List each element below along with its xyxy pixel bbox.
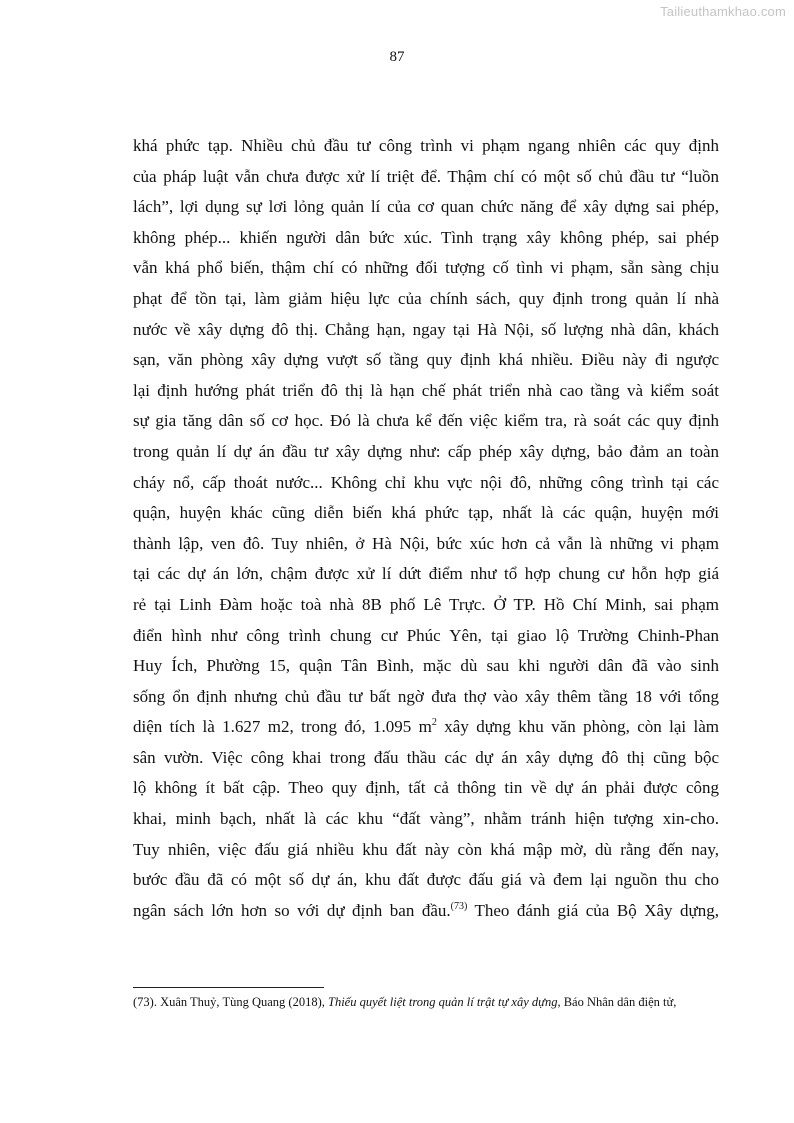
- footnote-suffix: , Báo Nhân dân điện tử,: [557, 995, 677, 1009]
- body-paragraph: [133, 131, 719, 926]
- last-line-after: Theo đánh giá của Bộ Xây dựng,: [467, 900, 719, 920]
- text-line: vẫn khá phổ biến, thậm chí có những đối tượng cố tình vi phạm, sẵn sàng chịu: [133, 258, 719, 278]
- text-line: thành lập, ven đô. Tuy nhiên, ở Hà Nội, bức xúc hơn cả vẫn là những vi phạm: [133, 533, 719, 553]
- area-text-before: diện tích là 1.627 m2, trong đó, 1.095 m: [133, 717, 432, 737]
- text-line: quận, huyện khác cũng diễn biến khá phức tạp, nhất là các quận, huyện mới: [133, 503, 719, 523]
- text-line: Huy Ích, Phường 15, quận Tân Bình, mặc dù sau khi người dân đã vào sinh: [133, 656, 719, 676]
- text-line: sân vườn. Việc công khai trong đấu thầu các dự án xây dựng đô thị cũng bộc: [133, 747, 719, 767]
- text-line-footnote-ref: [133, 896, 719, 927]
- text-line: sự gia tăng dân số cơ học. Đó là chưa kể đến việc kiểm tra, rà soát các quy định: [133, 411, 719, 431]
- text-line: lách”, lợi dụng sự lơi lỏng quản lí của cơ quan chức năng để xây dựng sai phép,: [133, 197, 719, 217]
- text-line: sống ổn định nhưng chủ đầu tư bất ngờ đưa thợ vào xây thêm tầng 18 với tổng: [133, 686, 719, 706]
- text-line: Tuy nhiên, việc đấu giá nhiều khu đất này còn khá mập mờ, dù rằng đến nay,: [133, 839, 719, 859]
- watermark: Tailieuthamkhao.com: [660, 4, 786, 19]
- text-line: khá phức tạp. Nhiều chủ đầu tư công trình vi phạm ngang nhiên các quy định: [133, 136, 719, 155]
- text-line: phạt để tồn tại, làm giảm hiệu lực của chính sách, quy định trong quản lí nhà: [133, 288, 719, 308]
- text-line: điển hình như công trình chung cư Phúc Yên, tại giao lộ Trường Chinh-Phan: [133, 625, 719, 645]
- footnote-title: Thiếu quyết liệt trong quản lí trật tự xây dựng: [328, 995, 558, 1009]
- footnote: [133, 995, 733, 1010]
- text-line: lại định hướng phát triển đô thị là hạn chế phát triển nhà cao tầng và kiểm soát: [133, 380, 719, 400]
- last-line-before: ngân sách lớn hơn so với dự định ban đầu.: [133, 900, 451, 920]
- text-line: bước đầu đã có một số dự án, khu đất được đấu giá và đem lại nguồn thu cho: [133, 870, 719, 890]
- text-line: sạn, văn phòng xây dựng vượt số tầng quy định khá nhiều. Điều này đi ngược: [133, 350, 719, 370]
- superscript-squared: 2: [431, 717, 437, 729]
- text-line: rẻ tại Linh Đàm hoặc toà nhà 8B phố Lê Trực. Ở TP. Hồ Chí Minh, sai phạm: [133, 594, 719, 614]
- footnote-reference[interactable]: (73): [450, 900, 468, 912]
- text-line: tại các dự án lớn, chậm được xử lí dứt điểm như tổ hợp chung cư hỗn hợp giá: [133, 564, 719, 584]
- text-line: lộ không ít bất cập. Theo quy định, tất cả thông tin về dự án phải được công: [133, 778, 719, 798]
- text-line: của pháp luật vẫn chưa được xử lí triệt để. Thậm chí có một số chủ đầu tư “luồn: [133, 166, 719, 186]
- text-line-area: [133, 712, 719, 743]
- text-line: khai, minh bạch, nhất là các khu “đất vàng”, nhằm tránh hiện tượng xin-cho.: [133, 809, 719, 829]
- text-line: cháy nổ, cấp thoát nước... Không chỉ khu vực nội đô, những công trình tại các: [133, 472, 719, 492]
- text-line: nước về xây dựng đô thị. Chẳng hạn, ngay tại Hà Nội, số lượng nhà dân, khách: [133, 319, 719, 339]
- footnote-separator: [133, 987, 324, 988]
- text-line: không phép... khiến người dân bức xúc. Tình trạng xây không phép, sai phép: [133, 227, 719, 247]
- footnote-prefix: (73). Xuân Thuỷ, Tùng Quang (2018),: [133, 995, 328, 1009]
- area-text-after: xây dựng khu văn phòng, còn lại làm: [436, 717, 719, 737]
- page-number: 87: [389, 49, 405, 65]
- text-line: trong quản lí dự án đầu tư xây dựng như: cấp phép xây dựng, bảo đảm an toàn: [133, 441, 719, 461]
